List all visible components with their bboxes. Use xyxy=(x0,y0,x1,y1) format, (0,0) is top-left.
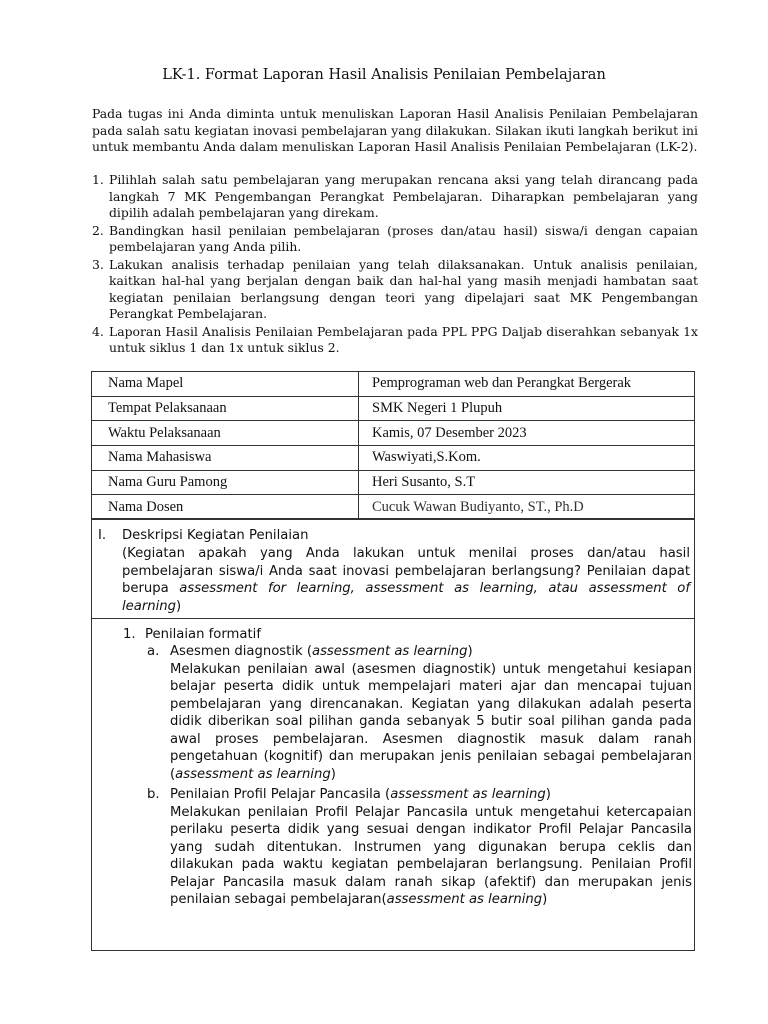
paragraph-italic: assessment as learning xyxy=(386,892,543,907)
subsection-letter: a. xyxy=(147,644,160,659)
formatif-heading xyxy=(123,626,261,644)
tempat-value: SMK Negeri 1 Plupuh xyxy=(359,396,695,421)
description-end: ) xyxy=(176,598,182,614)
list-number: 4. xyxy=(92,323,104,339)
list-item xyxy=(92,324,698,357)
table-row xyxy=(92,470,695,495)
paragraph-text: Melakukan penilaian awal (asesmen diagnostik) untuk mengetahui kesiapan belajar peserta didik untuk mempelajari materi ajar dan mencapai tujuan pembelajaran yang direncanakan. Kegiatan yang dilakukan adalah peserta didik diberikan soal pilihan ganda sebanyak 5 butir soal pilihan ganda pada awal proses pembelajaran. Asesmen diagnostik masuk dalam ranah pengetahuan (kognitif) dan merupakan jenis penilaian sebagai pembelajaran ( xyxy=(170,661,692,782)
subsection-profil-pancasila xyxy=(147,786,692,909)
section-heading xyxy=(98,527,308,545)
list-item xyxy=(92,257,698,323)
intro-paragraph: Pada tugas ini Anda diminta untuk menuliskan Laporan Hasil Analisis Penilaian Pembelajaran pada salah satu kegiatan inovasi pembelajaran yang dilakukan. Silakan ikuti langkah berikut ini untuk membantu Anda dalam menuliskan Laporan Hasil Analisis Penilaian Pembelajaran (LK-2). xyxy=(92,106,698,154)
section-deskripsi xyxy=(91,518,695,619)
list-number: 1. xyxy=(92,172,104,187)
table-row xyxy=(92,421,695,446)
list-text: Laporan Hasil Analisis Penilaian Pembelajaran pada PPL PPG Daljab diserahkan sebanyak 1x untuk siklus 1 dan 1x untuk siklus 2. xyxy=(109,323,698,355)
list-number: 3. xyxy=(92,256,104,272)
list-text: Bandingkan hasil penilaian pembelajaran (proses dan/atau hasil) siswa/i dengan capaian pembelajaran yang Anda pilih. xyxy=(109,222,698,254)
heading-end: ) xyxy=(467,644,473,659)
list-text: Lakukan analisis terhadap penilaian yang telah dilaksanakan. Untuk analisis penilaian, kaitkan hal-hal yang berjalan dengan baik dan hal-hal yang masih menjadi hambatan saat kegiatan penilaian berlangsung dengan teori yang dipelajari saat MK Pengembangan Perangkat Pembelajaran. xyxy=(109,256,698,321)
dosen-label: Nama Dosen xyxy=(92,495,359,520)
mahasiswa-value: Waswiyati,S.Kom. xyxy=(359,446,695,471)
section-description xyxy=(122,545,690,615)
guru-label: Nama Guru Pamong xyxy=(92,470,359,495)
description-text: (Kegiatan apakah yang Anda lakukan untuk menilai proses dan/atau hasil pembelajaran siswa/i Anda saat inovasi pembelajaran berlangsung? Penilaian dapat berupa xyxy=(122,546,690,596)
paragraph-italic: assessment as learning xyxy=(175,766,331,782)
waktu-label: Waktu Pelaksanaan xyxy=(92,421,359,446)
table-row xyxy=(92,396,695,421)
mahasiswa-label: Nama Mahasiswa xyxy=(92,446,359,471)
paragraph-end: ) xyxy=(330,766,336,782)
paragraph-end: ) xyxy=(542,892,548,907)
heading-end: ) xyxy=(545,787,551,802)
subsection-heading xyxy=(147,643,692,661)
paragraph-text: Melakukan penilaian Profil Pelajar Pancasila untuk mengetahui ketercapaian perilaku peserta didik yang sesuai dengan indikator Profil Pelajar Pancasila yang sudah ditentukan. Instrumen yang digunakan berupa ceklis dan dilakukan pada waktu kegiatan pembelajaran berlangsung. Penilaian Profil Pelajar Pancasila masuk dalam ranah sikap (afektif) dan merupakan jenis penilaian sebagai pembelajaran( xyxy=(170,804,692,907)
tempat-label: Tempat Pelaksanaan xyxy=(92,396,359,421)
subsection-asesmen-diagnostik xyxy=(147,643,692,783)
page-title: LK-1. Format Laporan Hasil Analisis Penilaian Pembelajaran xyxy=(162,67,606,83)
guru-value: Heri Susanto, S.T xyxy=(359,470,695,495)
subsection-paragraph xyxy=(147,661,692,784)
waktu-value: Kamis, 07 Desember 2023 xyxy=(359,421,695,446)
heading-italic: assessment as learning xyxy=(390,787,546,802)
table-row xyxy=(92,446,695,471)
mapel-label: Nama Mapel xyxy=(92,372,359,397)
heading-text: Penilaian Profil Pelajar Pancasila ( xyxy=(170,787,391,802)
heading-text: Asesmen diagnostik ( xyxy=(170,644,312,659)
info-table xyxy=(91,371,695,520)
instruction-list xyxy=(92,172,698,358)
list-item xyxy=(92,172,698,222)
subsection-letter: b. xyxy=(147,787,160,802)
section-content xyxy=(91,618,695,951)
list-item xyxy=(92,223,698,256)
table-row xyxy=(92,495,695,520)
subsection-heading xyxy=(147,786,692,804)
section-title: Deskripsi Kegiatan Penilaian xyxy=(122,528,309,543)
formatif-title: Penilaian formatif xyxy=(145,627,261,642)
description-italic: assessment for learning, assessment as learning, atau assessment of learning xyxy=(122,581,690,614)
list-number: 2. xyxy=(92,222,104,238)
heading-italic: assessment as learning xyxy=(311,644,468,659)
mapel-value: Pemprograman web dan Perangkat Bergerak xyxy=(359,372,695,397)
subsection-paragraph xyxy=(147,804,692,909)
table-row xyxy=(92,372,695,397)
dosen-value: Cucuk Wawan Budiyanto, ST., Ph.D xyxy=(359,495,695,520)
section-number: I. xyxy=(98,528,107,543)
formatif-number: 1. xyxy=(123,627,136,642)
list-text: Pilihlah salah satu pembelajaran yang merupakan rencana aksi yang telah dirancang pada langkah 7 MK Pengembangan Perangkat Pembelajaran. Diharapkan pembelajaran yang dipilih adalah pembelajaran yang direkam. xyxy=(109,172,698,220)
